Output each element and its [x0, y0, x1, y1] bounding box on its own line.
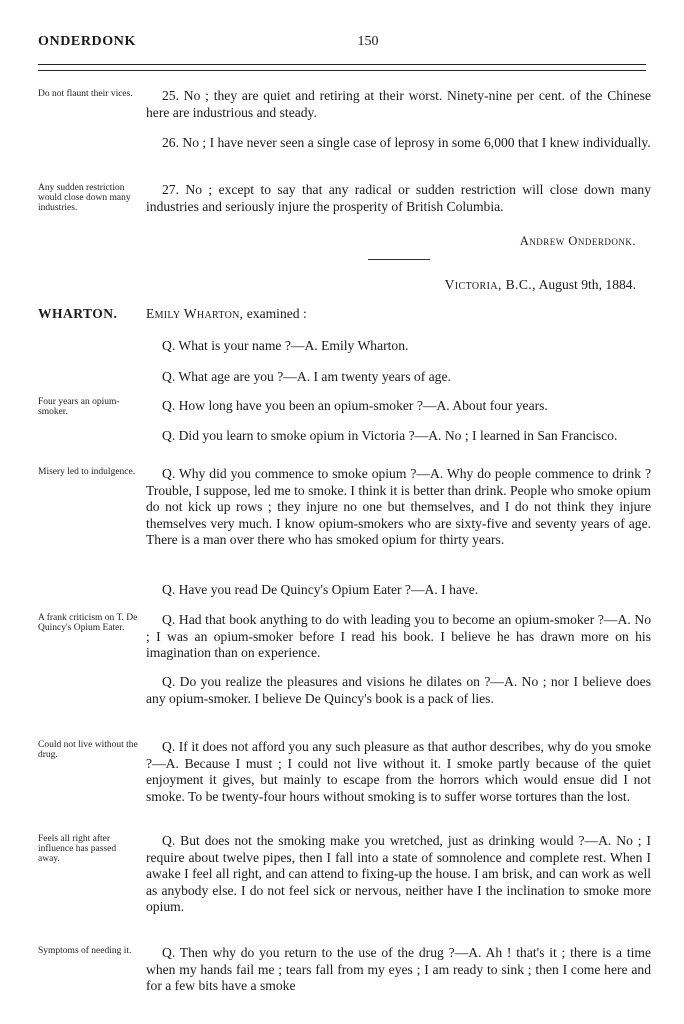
witness-name: Emily Wharton,	[146, 306, 244, 321]
answer-paragraph: 25. No ; they are quiet and retiring at their worst. Ninety-nine per cent. of the Chinese here are industrious and steady.	[146, 88, 651, 120]
qa-paragraph: Q. But does not the smoking make you wretched, just as drinking would ?—A. No ; I require about twelve pipes, then I fall into a state of somnolence and complete rest. When I awake I feel all right, and can attend to fixing-up the house. I am brisk, and can work as well as anybody else. I do not feel sick or nervous, neither have I the inclination to smoke more opium.	[146, 833, 651, 914]
qa-paragraph: Q. Why did you commence to smoke opium ?—A. Why do people commence to drink ? Trouble, I suppose, led me to smoke. I think it is better than drink. People who smoke opium do not kick up rows ; they injure no one but themselves, and I do not think they injure themselves very much. I know opium-smokers who are sixty-five and seventy years of age. There is a man over there who has smoked opium for thirty years.	[146, 466, 651, 547]
margin-note: Feels all right after influence has passed away.	[38, 834, 117, 864]
qa-paragraph: Q. Have you read De Quincy's Opium Eater ?—A. I have.	[162, 582, 479, 597]
margin-note: Any sudden restriction would close down many industries.	[38, 183, 131, 213]
qa-paragraph: Q. How long have you been an opium-smoker ?—A. About four years.	[162, 398, 548, 413]
qa-paragraph: Q. Had that book anything to do with leading you to become an opium-smoker ?—A. No ; I was an opium-smoker before I read his book. I believe he has drawn more on his imagination than on experience.	[146, 612, 651, 660]
speaker-name: WHARTON.	[38, 306, 118, 321]
margin-note: Four years an opium-smoker.	[38, 397, 120, 417]
margin-note: Misery led to indulgence.	[38, 467, 136, 477]
margin-note: Symptoms of needing it.	[38, 946, 132, 956]
date: August 9th, 1884.	[538, 277, 636, 292]
header-rule-thin	[38, 70, 646, 71]
examined-line	[146, 306, 307, 322]
qa-paragraph: Q. Do you realize the pleasures and visions he dilates on ?—A. No ; nor I believe does any opium-smoker. I believe De Quincy's book is a pack of lies.	[146, 674, 651, 706]
qa-paragraph: Q. Did you learn to smoke opium in Victoria ?—A. No ; I learned in San Francisco.	[162, 428, 618, 443]
section-divider	[368, 259, 430, 260]
qa-paragraph: Q. What age are you ?—A. I am twenty years of age.	[162, 369, 451, 384]
margin-note: A frank criticism on T. De Quincy's Opium Eater.	[38, 613, 138, 633]
qa-paragraph: Q. Then why do you return to the use of the drug ?—A. Ah ! that's it ; there is a time when my hands fail me ; tears fall from my eyes ; I am ready to sink ; then I come here and for a few bits have a smoke	[146, 945, 651, 993]
margin-note: Could not live without the drug.	[38, 740, 138, 760]
qa-paragraph: Q. What is your name ?—A. Emily Wharton.	[162, 338, 409, 353]
page-number: 150	[357, 34, 379, 49]
examined-label: examined :	[246, 306, 307, 321]
place-date-line	[445, 277, 636, 293]
answer-paragraph: 26. No ; I have never seen a single case of leprosy in some 6,000 that I knew individually.	[162, 135, 651, 150]
answer-paragraph: 27. No ; except to say that any radical or sudden restriction will close down many industries and seriously injure the prosperity of British Columbia.	[146, 182, 651, 214]
page-header	[38, 34, 646, 56]
margin-note: Do not flaunt their vices.	[38, 89, 133, 99]
place: Victoria, B.C.,	[444, 277, 536, 292]
signature: Andrew Onderdonk.	[519, 234, 636, 248]
qa-paragraph: Q. If it does not afford you any such pleasure as that author describes, why do you smoke ?—A. Because I must ; I could not live without it. I smoke partly because of the quiet enjoyment it gives, but mainly to escape from the horrors which would ensue did I not smoke. To be twenty-four hours without smoking is to suffer worse tortures than the lost.	[146, 739, 651, 804]
header-rule-thick	[38, 64, 646, 65]
running-head: ONDERDONK	[38, 34, 136, 49]
